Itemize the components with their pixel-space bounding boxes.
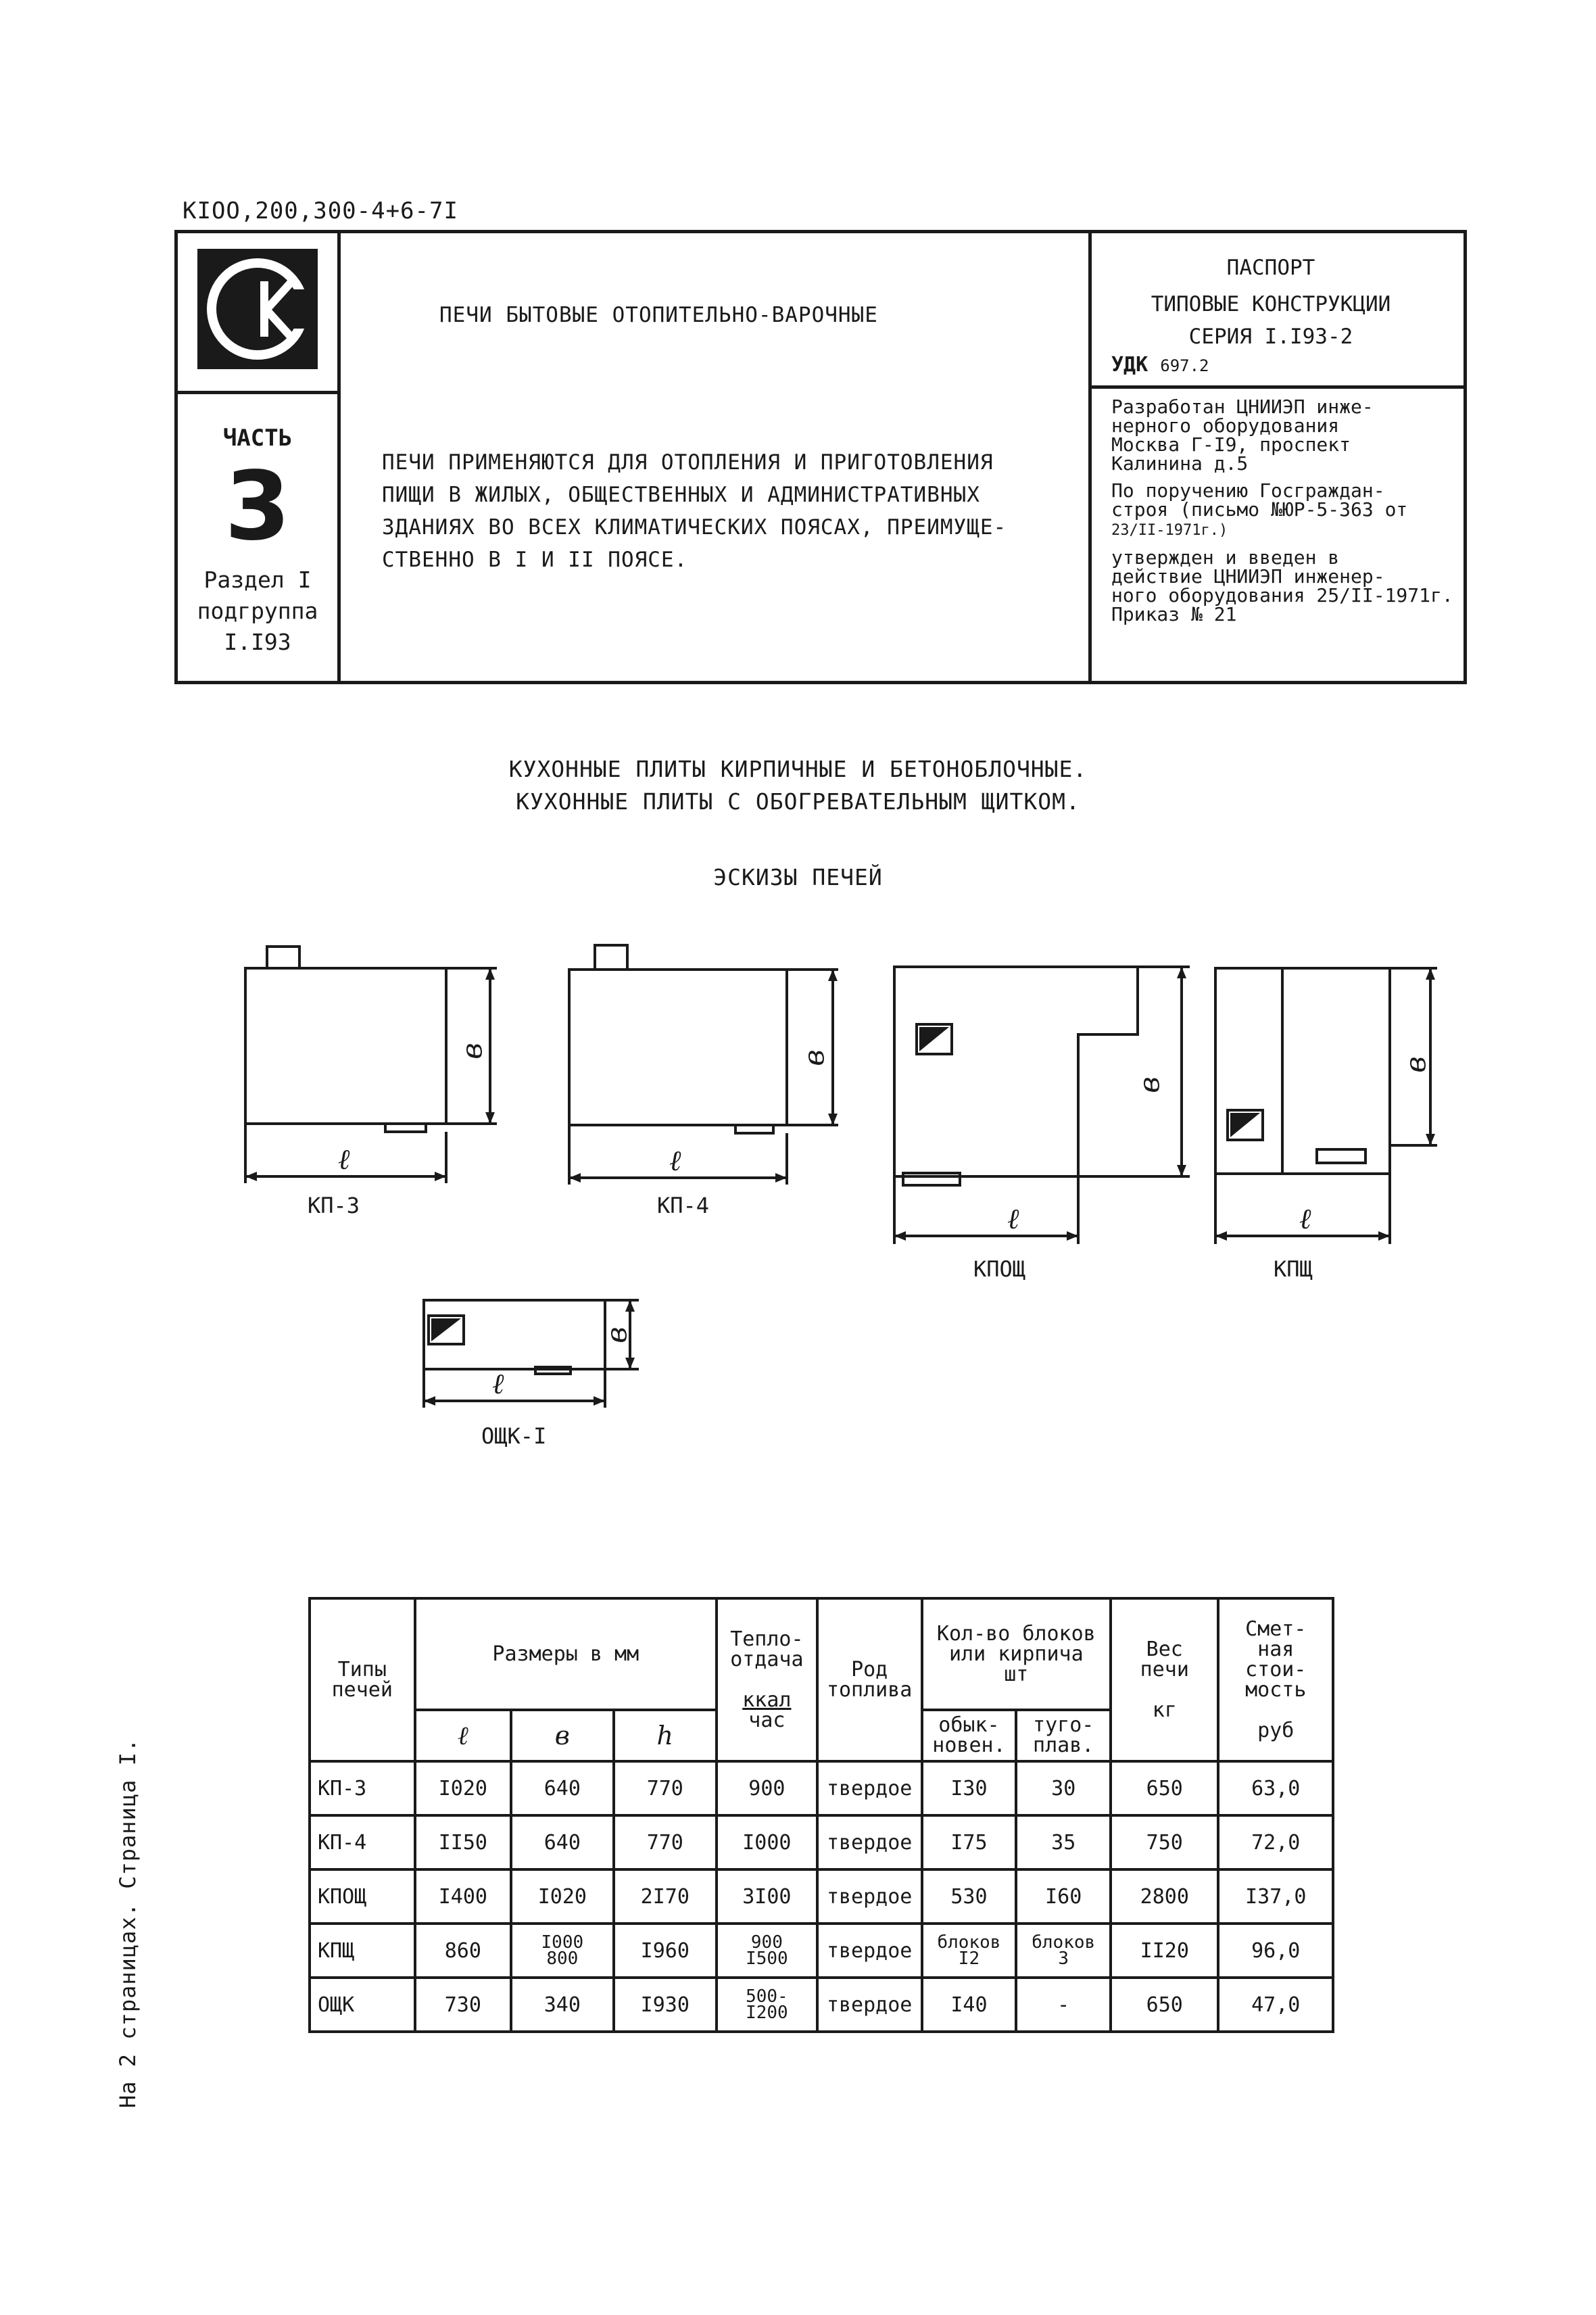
info-line: Москва Г-I9, проспект bbox=[1111, 433, 1351, 456]
sketches-title: ЭСКИЗЫ ПЕЧЕЙ bbox=[713, 864, 883, 890]
udk-value: 697.2 bbox=[1160, 356, 1209, 375]
header-fuel: Род топлива bbox=[817, 1598, 922, 1761]
cell-fuel: твердое bbox=[817, 1761, 922, 1815]
page-count-note: На 2 страницах. Страница I. bbox=[115, 1738, 141, 2108]
dim-width-kpsh: в bbox=[1399, 1056, 1432, 1073]
info-line: Приказ № 21 bbox=[1111, 603, 1237, 625]
cell-weight: 650 bbox=[1111, 1978, 1218, 2032]
sketch-label-kpsh: КПЩ bbox=[1274, 1256, 1313, 1282]
cell-refractory-top: блоков bbox=[1032, 1932, 1096, 1953]
cell-weight: 750 bbox=[1111, 1815, 1218, 1869]
info-line: нерного оборудования bbox=[1111, 414, 1340, 437]
cell-weight: 2800 bbox=[1111, 1869, 1218, 1924]
table-row bbox=[310, 1761, 1333, 1815]
cell-l: 860 bbox=[415, 1924, 512, 1978]
cell-cost: 72,0 bbox=[1218, 1815, 1333, 1869]
header-weight: Вес печи кг bbox=[1111, 1598, 1218, 1761]
cell-l: I400 bbox=[415, 1869, 512, 1924]
subtitle-line: КУХОННЫЕ ПЛИТЫ КИРПИЧНЫЕ И БЕТОНОБЛОЧНЫЕ. bbox=[508, 756, 1088, 782]
dim-width-kposh: в bbox=[1132, 1076, 1166, 1093]
cell-b-top: I000 bbox=[541, 1932, 584, 1953]
cell-ordinary-top: блоков bbox=[937, 1932, 1001, 1953]
cell-weight: 650 bbox=[1111, 1761, 1218, 1815]
header-size-h: h bbox=[614, 1710, 717, 1761]
cell-weight: II20 bbox=[1111, 1924, 1218, 1978]
header-blocks-refractory: туго- плав. bbox=[1016, 1710, 1111, 1761]
cell-l: I020 bbox=[415, 1761, 512, 1815]
table-row bbox=[310, 1924, 1333, 1978]
cell-b: 640 bbox=[511, 1761, 613, 1815]
cell-b-bottom: 800 bbox=[546, 1949, 579, 1969]
dim-length-kp4: ℓ bbox=[669, 1144, 681, 1177]
header-size-b: в bbox=[511, 1710, 613, 1761]
header-title: ПЕЧИ БЫТОВЫЕ ОТОПИТЕЛЬНО-ВАРОЧНЫЕ bbox=[439, 303, 878, 327]
sketch-kposh bbox=[894, 967, 1190, 1244]
cell-heat bbox=[717, 1924, 817, 1978]
info-line: ного оборудования 25/II-1971г. bbox=[1111, 584, 1453, 606]
cell-cost: 63,0 bbox=[1218, 1761, 1333, 1815]
cell-fuel: твердое bbox=[817, 1924, 922, 1978]
udk-label: УДК bbox=[1111, 353, 1148, 377]
description-line: ПЕЧИ ПРИМЕНЯЮТСЯ ДЛЯ ОТОПЛЕНИЯ И ПРИГОТОВЛЕНИЯ bbox=[382, 450, 994, 475]
cell-ordinary: I40 bbox=[922, 1978, 1017, 2032]
cell-refractory bbox=[1016, 1924, 1111, 1978]
part-label: ЧАСТЬ bbox=[222, 425, 293, 452]
cell-ordinary: I75 bbox=[922, 1815, 1017, 1869]
info-line: По поручению Госграждан- bbox=[1111, 479, 1385, 502]
cell-heat-top: 500- bbox=[746, 1986, 788, 2007]
header-sizes: Размеры в мм bbox=[415, 1598, 717, 1710]
info-line: строя (письмо №ЮР-5-363 от bbox=[1111, 498, 1408, 521]
passport-line: ТИПОВЫЕ КОНСТРУКЦИИ bbox=[1151, 292, 1391, 316]
cell-ordinary: 530 bbox=[922, 1869, 1017, 1924]
cell-l: 730 bbox=[415, 1978, 512, 2032]
cell-ordinary-bottom: I2 bbox=[958, 1949, 980, 1969]
description-line: ЗДАНИЯХ ВО ВСЕХ КЛИМАТИЧЕСКИХ ПОЯСАХ, ПРЕИМУЩЕ- bbox=[382, 515, 1007, 540]
info-line: действие ЦНИИЭП инженер- bbox=[1111, 565, 1385, 588]
cell-heat: I000 bbox=[717, 1815, 817, 1869]
cell-fuel: твердое bbox=[817, 1978, 922, 2032]
dim-width-oshk: в bbox=[600, 1327, 633, 1343]
cell-heat: 900 bbox=[717, 1761, 817, 1815]
cell-type: КПОЩ bbox=[310, 1869, 415, 1924]
header-blocks: Кол-во блоков или кирпича шт bbox=[922, 1598, 1111, 1710]
description-line: ПИЩИ В ЖИЛЫХ, ОБЩЕСТВЕННЫХ И АДМИНИСТРАТИВНЫХ bbox=[382, 483, 980, 507]
dim-width-kp4: в bbox=[797, 1049, 831, 1066]
header-cost: Смет- ная стои- мость руб bbox=[1218, 1598, 1333, 1761]
cell-h: 770 bbox=[614, 1761, 717, 1815]
subgroup-code: I.I93 bbox=[224, 629, 291, 655]
cell-refractory: - bbox=[1016, 1978, 1111, 2032]
firebox-door-icons bbox=[429, 1024, 1263, 1344]
sketch-kp3 bbox=[245, 947, 497, 1183]
info-line: Разработан ЦНИИЭП инже- bbox=[1111, 396, 1374, 418]
table-row bbox=[310, 1815, 1333, 1869]
info-line: Калинина д.5 bbox=[1111, 452, 1249, 475]
cell-refractory: I60 bbox=[1016, 1869, 1111, 1924]
sketch-label-oshk: ОЩК-I bbox=[481, 1423, 547, 1449]
cell-b bbox=[511, 1924, 613, 1978]
description-line: СТВЕННО В I И II ПОЯСЕ. bbox=[382, 548, 688, 572]
cell-type: КП-4 bbox=[310, 1815, 415, 1869]
cell-refractory-bottom: 3 bbox=[1058, 1949, 1069, 1969]
header-heat: Тепло- отдача ккал час bbox=[717, 1598, 817, 1761]
dim-length-kposh: ℓ bbox=[1007, 1202, 1019, 1235]
cell-b: 340 bbox=[511, 1978, 613, 2032]
sketch-label-kp4: КП-4 bbox=[657, 1193, 710, 1218]
cell-l: II50 bbox=[415, 1815, 512, 1869]
header-size-l: ℓ bbox=[415, 1710, 512, 1761]
cell-heat-bottom: I500 bbox=[746, 1949, 788, 1969]
cell-b: I020 bbox=[511, 1869, 613, 1924]
cell-heat bbox=[717, 1978, 817, 2032]
cell-heat-bottom: I200 bbox=[746, 2003, 788, 2023]
info-line: утвержден и введен в bbox=[1111, 546, 1340, 569]
cell-h: 770 bbox=[614, 1815, 717, 1869]
section-label: Раздел I bbox=[203, 567, 312, 593]
cell-fuel: твердое bbox=[817, 1815, 922, 1869]
cell-h: I960 bbox=[614, 1924, 717, 1978]
passport-title: ПАСПОРТ bbox=[1226, 256, 1315, 280]
dim-width-kp3: в bbox=[455, 1043, 489, 1059]
cell-type: КП-3 bbox=[310, 1761, 415, 1815]
cell-heat: 3I00 bbox=[717, 1869, 817, 1924]
header-blocks-ordinary: обык- новен. bbox=[922, 1710, 1017, 1761]
cell-type: ОЩК bbox=[310, 1978, 415, 2032]
dim-length-kp3: ℓ bbox=[338, 1143, 350, 1176]
cell-heat-top: 900 bbox=[750, 1932, 783, 1953]
cell-h: 2I70 bbox=[614, 1869, 717, 1924]
sketch-label-kp3: КП-3 bbox=[308, 1193, 360, 1218]
sketch-kpsh bbox=[1215, 968, 1437, 1244]
cell-ordinary bbox=[922, 1924, 1017, 1978]
sketch-label-kposh: КПОЩ bbox=[973, 1256, 1026, 1282]
cell-refractory: 35 bbox=[1016, 1815, 1111, 1869]
subtitle-line: КУХОННЫЕ ПЛИТЫ С ОБОГРЕВАТЕЛЬНЫМ ЩИТКОМ. bbox=[516, 788, 1080, 815]
cell-b: 640 bbox=[511, 1815, 613, 1869]
header-type: Типы печей bbox=[310, 1598, 415, 1761]
passport-series: СЕРИЯ I.I93-2 bbox=[1188, 325, 1353, 349]
dim-length-kpsh: ℓ bbox=[1299, 1202, 1311, 1235]
document-code: KIOO,200,300-4+6-7I bbox=[183, 197, 458, 224]
subgroup-label: подгруппа bbox=[197, 598, 318, 624]
cell-cost: I37,0 bbox=[1218, 1869, 1333, 1924]
cell-cost: 96,0 bbox=[1218, 1924, 1333, 1978]
info-line: 23/II-1971г.) bbox=[1111, 522, 1228, 539]
table-row bbox=[310, 1978, 1333, 2032]
stove-spec-table bbox=[308, 1597, 1334, 2033]
cell-fuel: твердое bbox=[817, 1869, 922, 1924]
table-row bbox=[310, 1869, 1333, 1924]
part-number: 3 bbox=[224, 452, 291, 562]
cell-type: КПЩ bbox=[310, 1924, 415, 1978]
cell-refractory: 30 bbox=[1016, 1761, 1111, 1815]
dim-length-oshk: ℓ bbox=[492, 1367, 504, 1400]
cell-ordinary: I30 bbox=[922, 1761, 1017, 1815]
cell-h: I930 bbox=[614, 1978, 717, 2032]
cell-cost: 47,0 bbox=[1218, 1978, 1333, 2032]
